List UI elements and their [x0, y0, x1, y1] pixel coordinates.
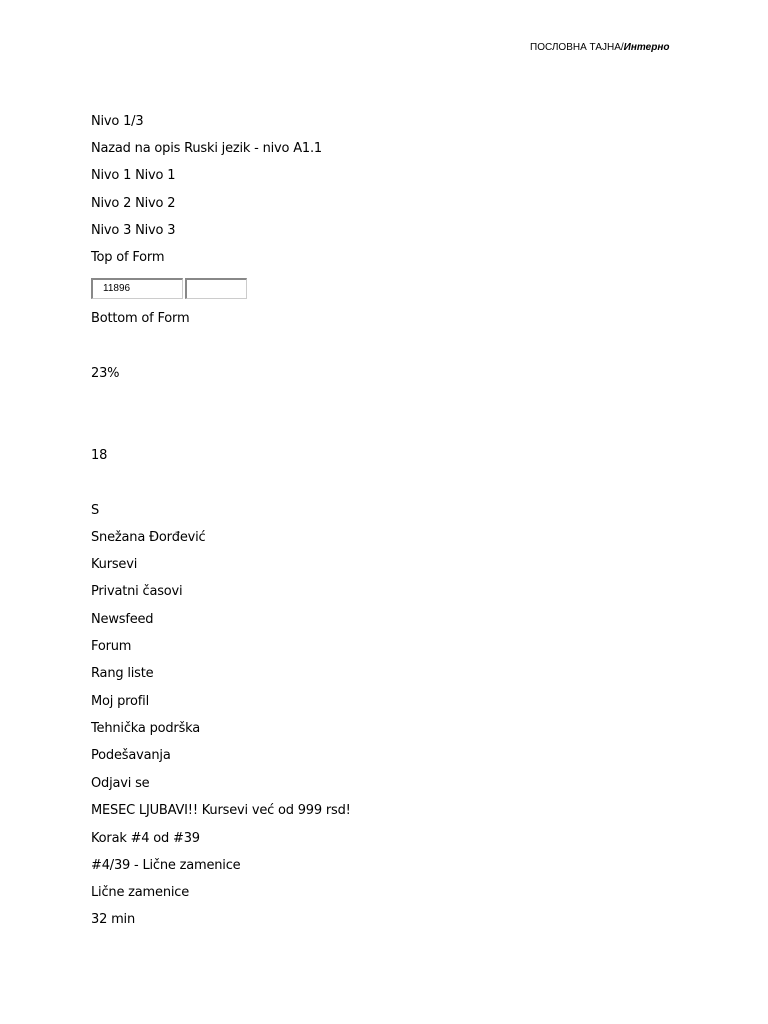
count-value: 18	[91, 448, 108, 463]
step-title: #4/39 - Lične zamenice	[91, 858, 241, 873]
menu-item-courses[interactable]: Kursevi	[91, 557, 138, 572]
form-input-empty[interactable]	[185, 278, 247, 299]
level-1-link[interactable]: Nivo 1 Nivo 1	[91, 168, 176, 183]
user-name[interactable]: Snežana Đorđević	[91, 530, 206, 545]
top-of-form-label: Top of Form	[91, 250, 165, 265]
form-fields	[91, 278, 247, 299]
menu-item-rankings[interactable]: Rang liste	[91, 666, 154, 681]
menu-item-settings[interactable]: Podešavanja	[91, 748, 171, 763]
classification-text: ПОСЛОВНА ТАЈНА/	[530, 42, 624, 53]
level-2-link[interactable]: Nivo 2 Nivo 2	[91, 196, 176, 211]
back-to-description-link[interactable]: Nazad na opis Ruski jezik - nivo A1.1	[91, 141, 322, 156]
menu-item-logout[interactable]: Odjavi se	[91, 776, 150, 791]
level-indicator: Nivo 1/3	[91, 114, 144, 129]
menu-item-support[interactable]: Tehnička podrška	[91, 721, 201, 736]
classification-emphasis: Интерно	[623, 42, 670, 53]
classification-label	[530, 42, 669, 53]
form-input-id[interactable]: 11896	[91, 278, 183, 299]
menu-item-profile[interactable]: Moj profil	[91, 694, 149, 709]
bottom-of-form-label: Bottom of Form	[91, 311, 190, 326]
step-indicator: Korak #4 od #39	[91, 831, 200, 846]
progress-percent: 23%	[91, 366, 120, 381]
menu-item-private-lessons[interactable]: Privatni časovi	[91, 584, 183, 599]
promo-banner[interactable]: MESEC LJUBAVI!! Kursevi već od 999 rsd!	[91, 803, 351, 818]
menu-item-forum[interactable]: Forum	[91, 639, 132, 654]
avatar-initial: S	[91, 503, 100, 518]
level-3-link[interactable]: Nivo 3 Nivo 3	[91, 223, 176, 238]
lesson-title: Lične zamenice	[91, 885, 190, 900]
menu-item-newsfeed[interactable]: Newsfeed	[91, 612, 154, 627]
lesson-duration: 32 min	[91, 912, 135, 927]
